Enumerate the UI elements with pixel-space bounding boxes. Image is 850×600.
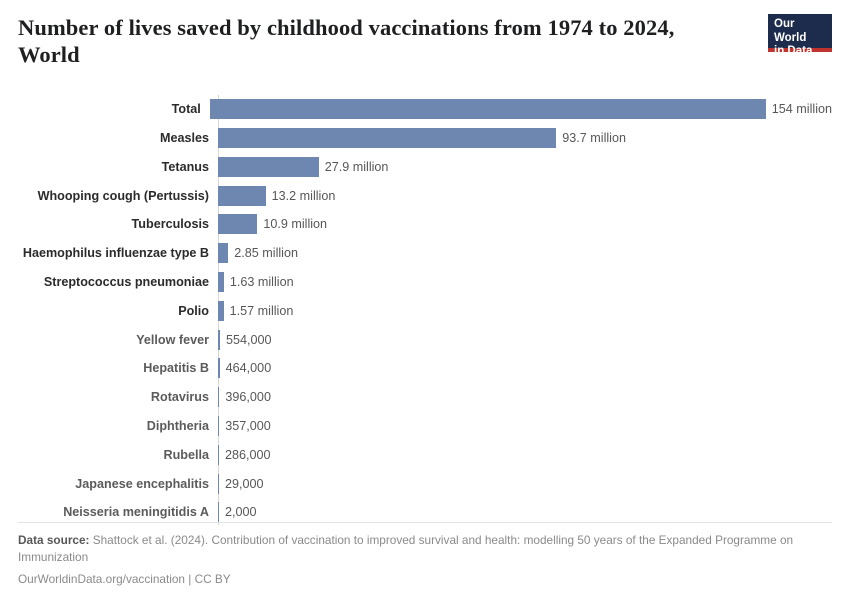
page-title: Number of lives saved by childhood vaccinations from 1974 to 2024, World	[18, 15, 675, 68]
bar[interactable]	[218, 416, 219, 436]
footer-link-line[interactable]: OurWorldinData.org/vaccination | CC BY	[18, 571, 231, 586]
chart-header	[18, 14, 832, 69]
bar-value-label: 2,000	[225, 505, 257, 520]
bar-row-label: Rubella	[163, 447, 209, 462]
bar-row-label: Total	[171, 102, 201, 117]
bar-value-label: 13.2 million	[271, 188, 336, 203]
bar-row-label: Japanese encephalitis	[75, 476, 209, 491]
bar-row[interactable]	[18, 95, 832, 124]
bar[interactable]	[218, 445, 219, 465]
bar[interactable]	[218, 387, 219, 407]
bar-row-label: Haemophilus influenzae type B	[22, 246, 209, 261]
data-source-label: Data source:	[18, 532, 90, 547]
bar[interactable]	[218, 474, 219, 494]
bar-row[interactable]	[18, 239, 832, 268]
data-source-line	[18, 532, 832, 566]
bar[interactable]	[218, 301, 224, 321]
bar-row-label: Tetanus	[161, 159, 209, 174]
bar-row[interactable]	[18, 412, 832, 441]
bar-value-label: 10.9 million	[263, 217, 328, 232]
bar-row-label: Yellow fever	[136, 332, 209, 347]
bar-rows	[18, 95, 832, 527]
logo-line-1: Our World	[774, 18, 807, 44]
bar-value-label: 396,000	[225, 390, 271, 405]
bar[interactable]	[218, 330, 220, 350]
bar-track	[218, 268, 832, 297]
bar-value-label: 286,000	[225, 447, 271, 462]
bar-row[interactable]	[18, 469, 832, 498]
bar-row-label: Diphtheria	[146, 419, 209, 434]
bar-value-label: 554,000	[226, 332, 272, 347]
bar-value-label: 357,000	[225, 419, 271, 434]
bar-row-label: Tuberculosis	[131, 217, 209, 232]
bar-chart	[18, 95, 832, 525]
bar-value-label: 464,000	[225, 361, 272, 376]
bar-row-label: Whooping cough (Pertussis)	[37, 188, 209, 203]
bar-row[interactable]	[18, 210, 832, 239]
bar-track	[218, 181, 832, 210]
bar-row-label: Measles	[159, 131, 209, 146]
bar-row-label: Streptococcus pneumoniae	[43, 275, 209, 290]
bar-row[interactable]	[18, 383, 832, 412]
bar[interactable]	[218, 502, 219, 522]
bar-track	[218, 210, 832, 239]
bar-value-label: 2.85 million	[234, 246, 298, 261]
bar-row[interactable]	[18, 296, 832, 325]
bar-row[interactable]	[18, 354, 832, 383]
bar-row-label: Neisseria meningitidis A	[63, 505, 209, 520]
bar-track	[218, 296, 832, 325]
bar-row[interactable]	[18, 124, 832, 153]
data-source-text: Shattock et al. (2024). Contribution of vaccination to improved survival and health: modelling 50 years of the Expanded Programme on Immunization	[18, 532, 794, 564]
bar-track	[210, 95, 832, 124]
bar-value-label: 27.9 million	[324, 159, 389, 174]
chart-footer	[18, 522, 832, 588]
bar-row[interactable]	[18, 325, 832, 354]
bar-row-label: Hepatitis B	[143, 361, 209, 376]
bar-value-label: 1.63 million	[229, 275, 294, 290]
bar-row[interactable]	[18, 268, 832, 297]
bar[interactable]	[210, 99, 766, 119]
bar[interactable]	[218, 243, 228, 263]
bar-row-label: Polio	[178, 303, 209, 318]
bar-row[interactable]	[18, 440, 832, 469]
owid-logo[interactable]	[768, 14, 832, 58]
bar-track	[218, 354, 832, 383]
bar-value-label: 1.57 million	[229, 303, 294, 318]
bar[interactable]	[218, 186, 266, 206]
bar-value-label: 93.7 million	[562, 131, 626, 146]
bar-track	[218, 469, 832, 498]
bar[interactable]	[218, 157, 319, 177]
bar[interactable]	[218, 214, 257, 234]
bar[interactable]	[218, 272, 224, 292]
bar-track	[218, 124, 832, 153]
bar-row[interactable]	[18, 152, 832, 181]
bar-track	[218, 383, 832, 412]
bar-track	[218, 440, 832, 469]
bar-track	[218, 325, 832, 354]
bar-value-label: 29,000	[225, 476, 264, 491]
bar-row[interactable]	[18, 181, 832, 210]
bar-track	[218, 152, 832, 181]
bar-track	[218, 412, 832, 441]
bar[interactable]	[218, 358, 220, 378]
logo-line-2: in Data	[774, 45, 813, 58]
bar[interactable]	[218, 128, 556, 148]
bar-value-label: 154 million	[771, 102, 832, 117]
bar-row-label: Rotavirus	[150, 390, 209, 405]
bar-track	[218, 239, 832, 268]
